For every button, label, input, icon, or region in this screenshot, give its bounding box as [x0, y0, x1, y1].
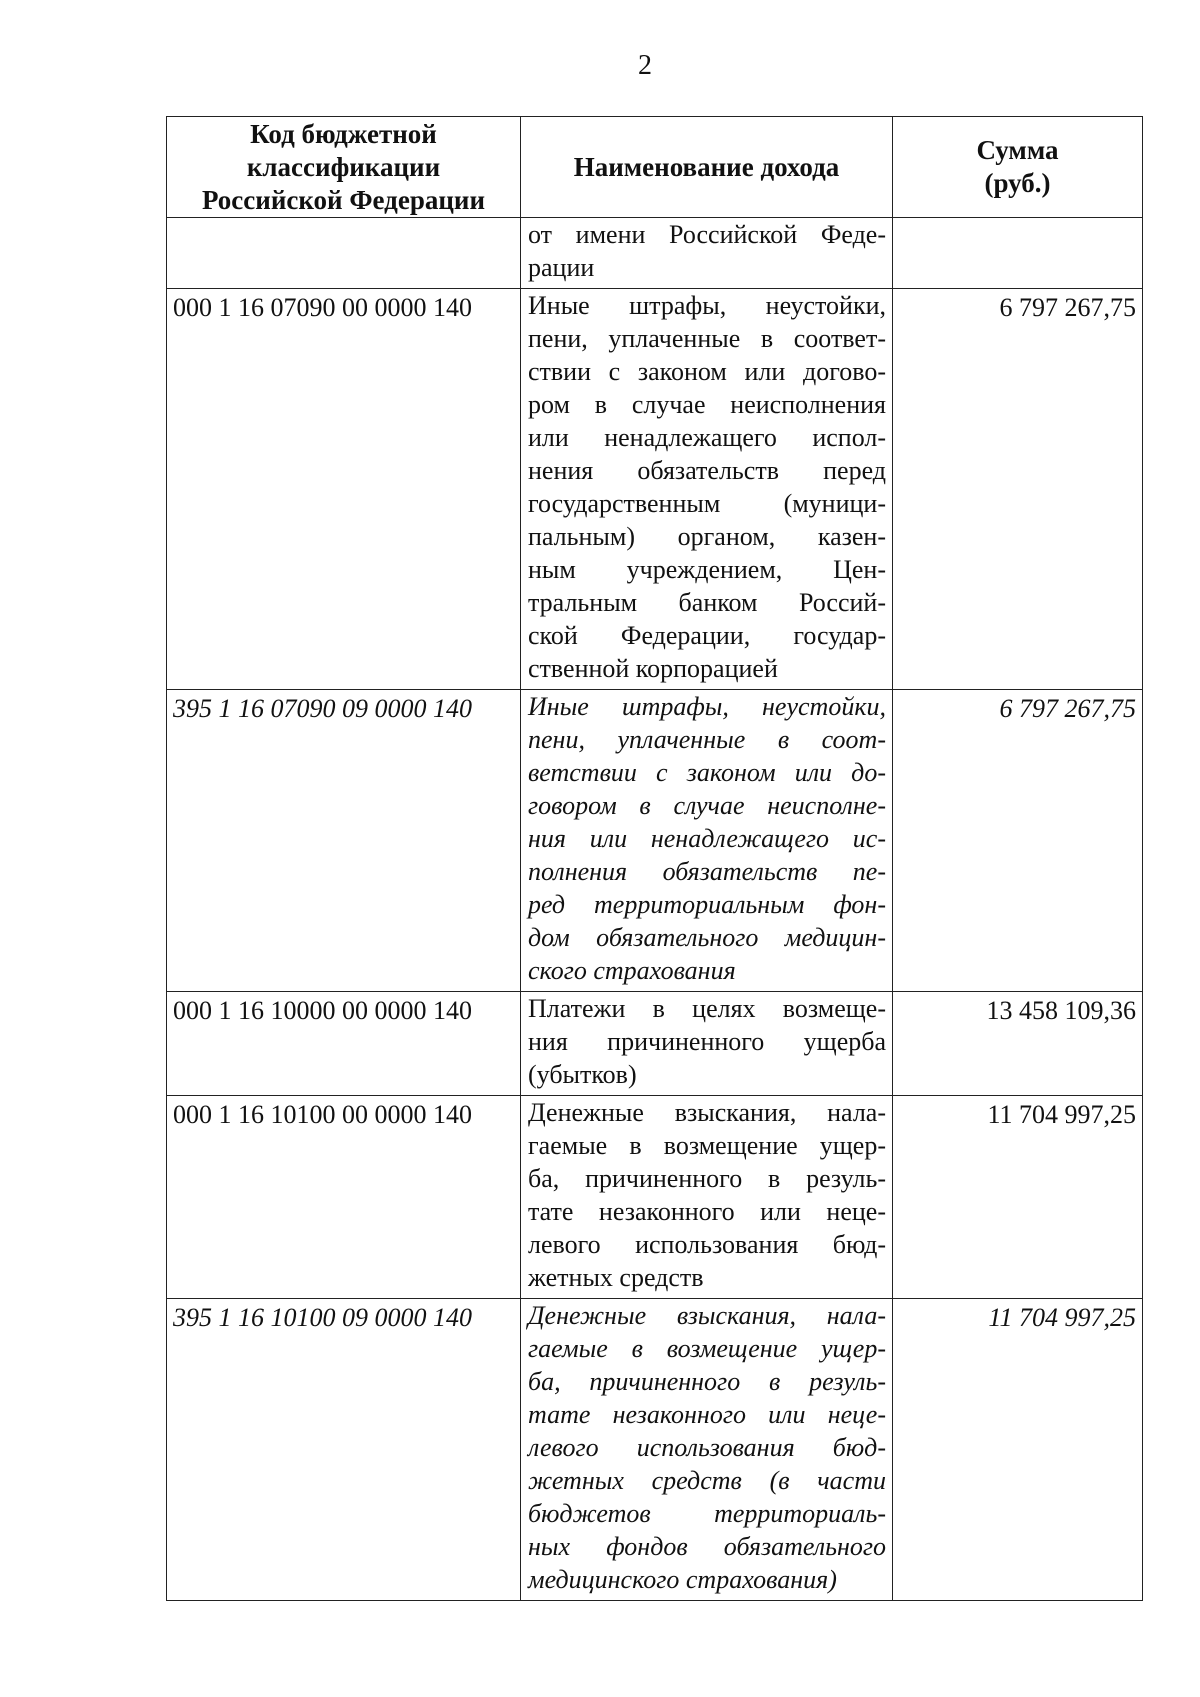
revenue-name-line: ным учреждением, Цен- — [528, 555, 886, 584]
revenue-name-cell — [521, 992, 893, 1096]
revenue-table — [166, 116, 1143, 1601]
revenue-name-line: тате незаконного или неце- — [528, 1400, 886, 1429]
header-code-line: Российской Федерации — [201, 184, 486, 215]
revenue-name-cell — [521, 1299, 893, 1601]
revenue-name-line: (убытков) — [528, 1060, 637, 1089]
revenue-name-line: ба, причиненного в резуль- — [528, 1164, 886, 1193]
header-code-line: классификации — [246, 151, 441, 182]
revenue-name-line: нения обязательств перед — [528, 456, 886, 485]
revenue-name-line: ской Федерации, государ- — [528, 621, 886, 650]
revenue-name-cell — [521, 690, 893, 992]
revenue-name-line: пени, уплаченные в соответ- — [528, 324, 886, 353]
table-row — [167, 289, 1143, 690]
revenue-name-line: ба, причиненного в резуль- — [528, 1367, 886, 1396]
table-row — [167, 1096, 1143, 1299]
table-row — [167, 218, 1143, 289]
header-sum — [893, 117, 1143, 218]
budget-code-cell — [167, 218, 521, 289]
revenue-name-line: жетных средств — [528, 1263, 704, 1292]
revenue-name-line: ствии с законом или догово- — [528, 357, 886, 386]
amount-cell: 11 704 997,25 — [893, 1299, 1143, 1601]
revenue-name-line: гаемые в возмещение ущер- — [528, 1131, 886, 1160]
revenue-name-line: ния или ненадлежащего ис- — [528, 824, 886, 853]
revenue-name-line: государственным (муници- — [528, 489, 886, 518]
revenue-name-cell — [521, 218, 893, 289]
revenue-name-line: Денежные взыскания, нала- — [528, 1301, 886, 1330]
budget-code-cell: 000 1 16 10100 00 0000 140 — [167, 1096, 521, 1299]
revenue-name-line: ром в случае неисполнения — [528, 390, 886, 419]
amount-cell: 6 797 267,75 — [893, 690, 1143, 992]
revenue-name-line: ных фондов обязательного — [528, 1532, 886, 1561]
revenue-name-line: медицинского страхования) — [528, 1565, 837, 1594]
budget-code-cell: 000 1 16 07090 00 0000 140 — [167, 289, 521, 690]
budget-code-cell: 000 1 16 10000 00 0000 140 — [167, 992, 521, 1096]
revenue-name-line: ственной корпорацией — [528, 654, 778, 683]
revenue-name-line: тральным банком Россий- — [528, 588, 886, 617]
revenue-name-line: полнения обязательств пе- — [528, 857, 886, 886]
budget-code-cell: 395 1 16 10100 09 0000 140 — [167, 1299, 521, 1601]
table-row — [167, 992, 1143, 1096]
revenue-name-line: говором в случае неисполне- — [528, 791, 886, 820]
revenue-name-line: пальным) органом, казен- — [528, 522, 886, 551]
header-code-line: Код бюджетной — [250, 118, 437, 149]
revenue-name-line: Иные штрафы, неустойки, — [528, 291, 886, 320]
revenue-name-line: бюджетов территориаль- — [528, 1499, 886, 1528]
amount-cell: 6 797 267,75 — [893, 289, 1143, 690]
amount-cell: 11 704 997,25 — [893, 1096, 1143, 1299]
revenue-name-line: Платежи в целях возмеще- — [528, 994, 886, 1023]
budget-code-cell: 395 1 16 07090 09 0000 140 — [167, 690, 521, 992]
header-code — [167, 117, 521, 218]
revenue-name-line: Иные штрафы, неустойки, — [528, 692, 886, 721]
page-number: 2 — [638, 50, 652, 81]
table-body — [167, 218, 1143, 1601]
revenue-name-line: левого использования бюд- — [528, 1230, 886, 1259]
table-header-row — [167, 117, 1143, 218]
revenue-name-line: ского страхования — [528, 956, 736, 985]
revenue-name-line: гаемые в возмещение ущер- — [528, 1334, 886, 1363]
header-sum-line: (руб.) — [984, 168, 1051, 198]
table-row — [167, 690, 1143, 992]
header-name: Наименование дохода — [521, 117, 893, 218]
revenue-name-line: от имени Российской Феде- — [528, 220, 886, 249]
revenue-name-line: пени, уплаченные в соот- — [528, 725, 886, 754]
amount-cell: 13 458 109,36 — [893, 992, 1143, 1096]
amount-cell — [893, 218, 1143, 289]
revenue-name-line: жетных средств (в части — [528, 1466, 886, 1495]
header-sum-line: Сумма — [976, 135, 1059, 165]
revenue-name-line: рации — [528, 253, 595, 282]
revenue-name-line: левого использования бюд- — [528, 1433, 886, 1462]
revenue-name-line: Денежные взыскания, нала- — [528, 1098, 886, 1127]
revenue-name-line: дом обязательного медицин- — [528, 923, 886, 952]
revenue-name-line: ветствии с законом или до- — [528, 758, 886, 787]
revenue-name-cell — [521, 1096, 893, 1299]
revenue-name-line: ния причиненного ущерба — [528, 1027, 886, 1056]
revenue-name-line: или ненадлежащего испол- — [528, 423, 886, 452]
revenue-name-line: ред территориальным фон- — [528, 890, 886, 919]
revenue-name-line: тате незаконного или неце- — [528, 1197, 886, 1226]
revenue-name-cell — [521, 289, 893, 690]
table-row — [167, 1299, 1143, 1601]
